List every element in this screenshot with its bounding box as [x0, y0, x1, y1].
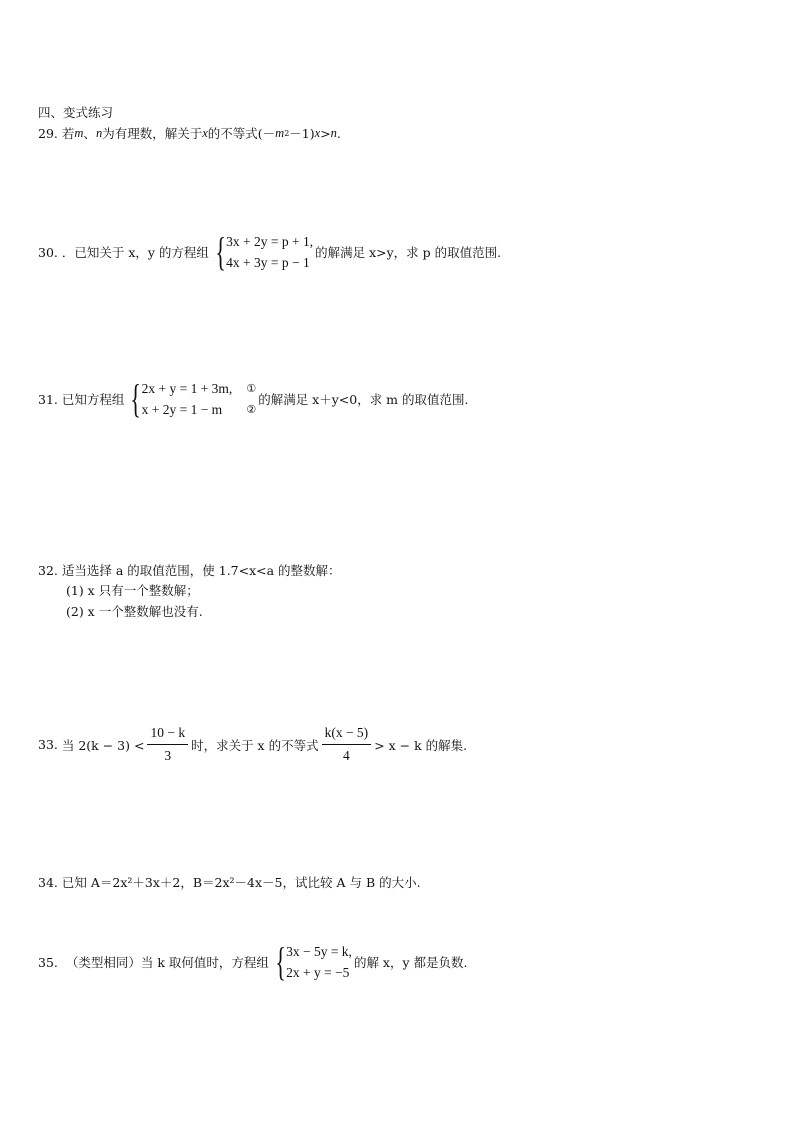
fraction-1: $\frac{10 - k}{3}$: [147, 724, 188, 765]
equation-system: [126, 378, 256, 420]
section-heading: 四、变式练习: [38, 105, 114, 120]
equation-1: 2x + y = 1 + 3m,: [141, 381, 233, 396]
circled-two-mark: ②: [246, 403, 257, 416]
brace-symbol: {: [130, 376, 142, 421]
question-29: 29. 若 m 、 n 为有理数，解关于 x 的不等式(－ m 2 －1) x > n .: [38, 125, 341, 141]
question-number: 33.: [38, 737, 58, 752]
question-32-part-1: (1) x 只有一个整数解；: [66, 583, 199, 598]
equation-system: [271, 941, 352, 983]
brace-symbol: {: [275, 939, 286, 984]
question-number: 34.: [38, 874, 58, 890]
equation-1: 3x + 2y = p + 1,: [226, 234, 314, 249]
question-30: 30. ．已知关于 x，y 的方程组 { 3x + 2y = p + 1, 4x + 3y = p − 1 的解满足 x>y，求 p 的取值范围.: [38, 229, 502, 274]
question-32-part-2: (2) x 一个整数解也没有.: [66, 604, 203, 619]
question-35: 35. （类型相同）当 k 取何值时，方程组 { 3x − 5y = k, 2x + y = −5 的解 x，y 都是负数.: [38, 939, 468, 984]
question-number: 29.: [38, 125, 58, 141]
question-34: 34. 已知 A＝2x²＋3x＋2，B＝2x²－4x－5，试比较 A 与 B 的大小.: [38, 874, 421, 890]
question-number: 32.: [38, 562, 58, 578]
equation-system: [211, 231, 313, 273]
equation-2: 4x + 3y = p − 1: [226, 255, 310, 270]
brace-symbol: {: [215, 229, 226, 274]
question-number: 35.: [38, 954, 58, 970]
question-33: 33. 当 2(k − 3) < $\frac{10 - k}{3}$ 时，求关于 x 的不等式 $\frac{k(x - 5)}{4}$ > x − k 的解集.: [38, 725, 468, 763]
question-number: 31.: [38, 391, 58, 407]
question-32: 32. 适当选择 a 的取值范围，使 1.7<x<a 的整数解：: [38, 562, 341, 578]
question-31: 31. 已知方程组 { 2x + y = 1 + 3m, x + 2y = 1 − m ① ② 的解满足 x＋y<0，求 m 的取值范围.: [38, 376, 469, 421]
fraction-2: $\frac{k(x - 5)}{4}$: [322, 724, 372, 765]
circled-one-mark: ①: [246, 382, 257, 395]
question-number: 30.: [38, 244, 58, 260]
equation-2: x + 2y = 1 − m: [141, 402, 223, 417]
equation-2: 2x + y = −5: [286, 965, 350, 980]
equation-1: 3x − 5y = k,: [286, 944, 352, 959]
